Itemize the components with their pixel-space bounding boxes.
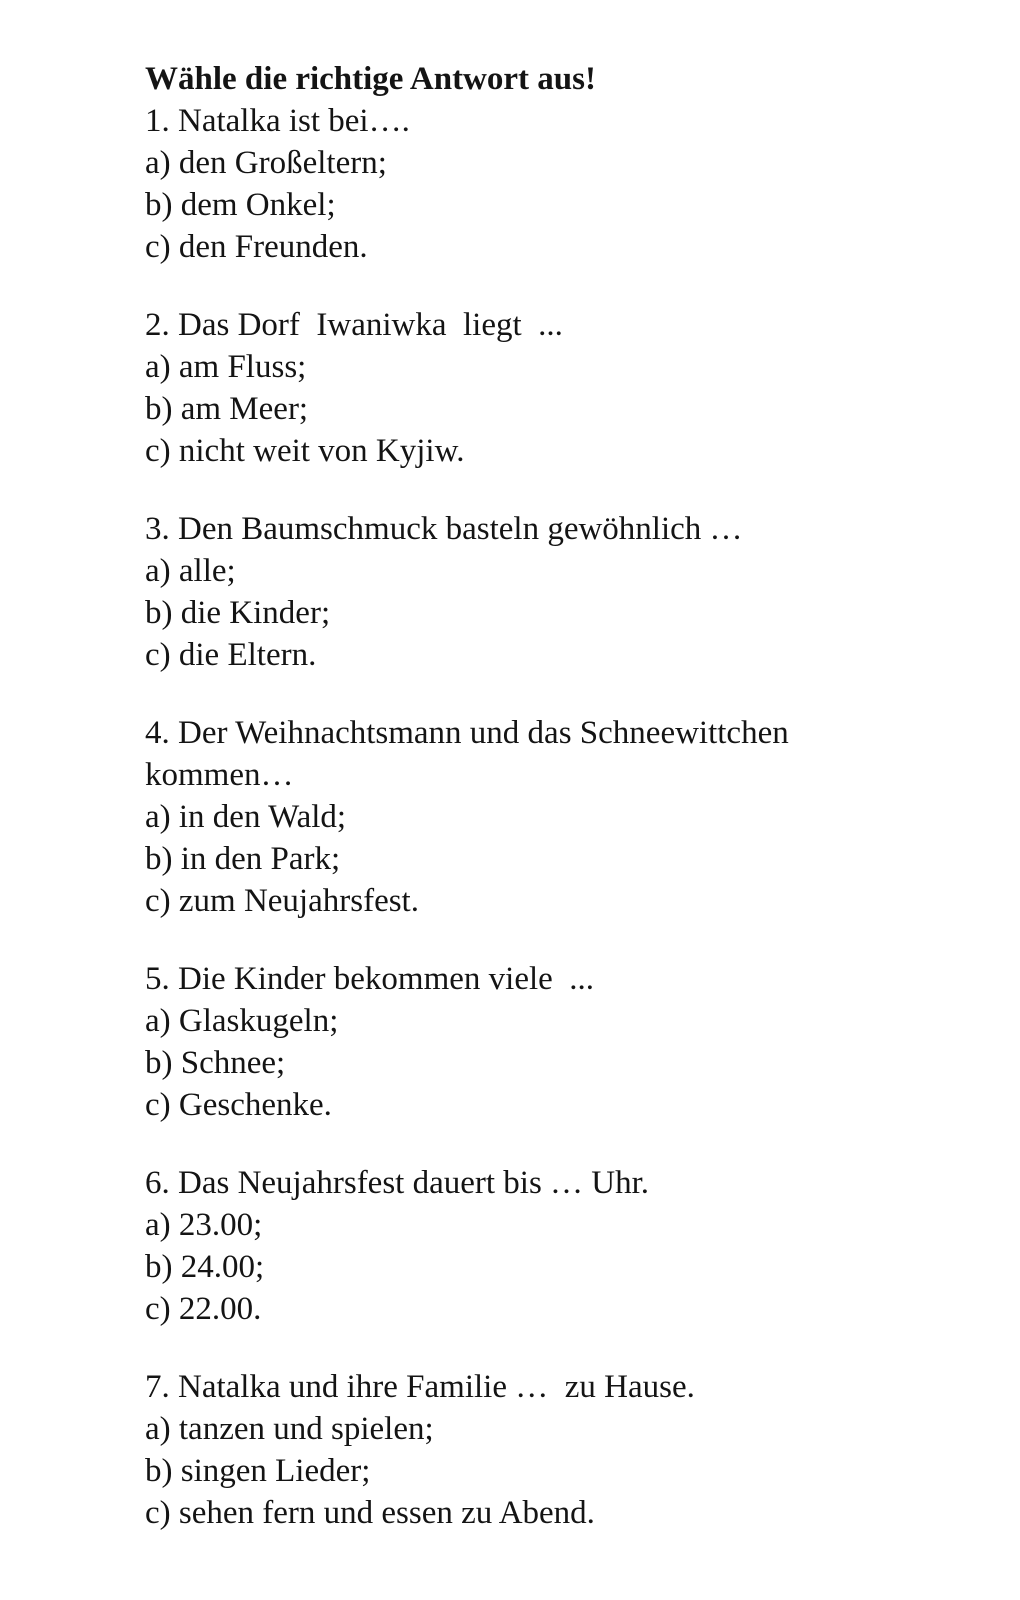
question-3 [145,508,985,676]
question-7 [145,1366,985,1534]
answer-option-a: a) am Fluss; [145,349,307,385]
question-text: 4. Der Weihnachtsmann und das Schneewittchen kommen… [145,715,797,793]
answer-option-a: a) in den Wald; [145,799,347,835]
answer-option-b: b) singen Lieder; [145,1453,371,1489]
answer-option-c: c) nicht weit von Kyjiw. [145,433,465,469]
question-text: 7. Natalka und ihre Familie … zu Hause. [145,1369,695,1405]
answer-option-a: a) tanzen und spielen; [145,1411,434,1447]
answer-option-c: c) sehen fern und essen zu Abend. [145,1495,595,1531]
question-text: 1. Natalka ist bei…. [145,103,410,139]
answer-option-c: c) die Eltern. [145,637,317,673]
question-text: 5. Die Kinder bekommen viele ... [145,961,595,997]
answer-option-a: a) Glaskugeln; [145,1003,339,1039]
question-text: 6. Das Neujahrsfest dauert bis … Uhr. [145,1165,650,1201]
question-4 [145,712,985,922]
worksheet-heading: Wähle die richtige Antwort aus! [145,61,596,97]
answer-option-a: a) 23.00; [145,1207,263,1243]
answer-option-b: b) 24.00; [145,1249,265,1285]
question-6 [145,1162,985,1330]
answer-option-b: b) in den Park; [145,841,341,877]
question-text: 3. Den Baumschmuck basteln gewöhnlich … [145,511,743,547]
answer-option-c: c) 22.00. [145,1291,262,1327]
question-1 [145,100,985,268]
answer-option-b: b) am Meer; [145,391,309,427]
answer-option-a: a) den Großeltern; [145,145,387,181]
answer-option-c: c) zum Neujahrsfest. [145,883,419,919]
worksheet [145,58,985,1570]
answer-option-c: c) den Freunden. [145,229,368,265]
answer-option-b: b) die Kinder; [145,595,331,631]
question-text: 2. Das Dorf Iwaniwka liegt ... [145,307,563,343]
answer-option-b: b) dem Onkel; [145,187,336,223]
answer-option-b: b) Schnee; [145,1045,286,1081]
question-2 [145,304,985,472]
question-5 [145,958,985,1126]
answer-option-a: a) alle; [145,553,236,589]
answer-option-c: c) Geschenke. [145,1087,332,1123]
